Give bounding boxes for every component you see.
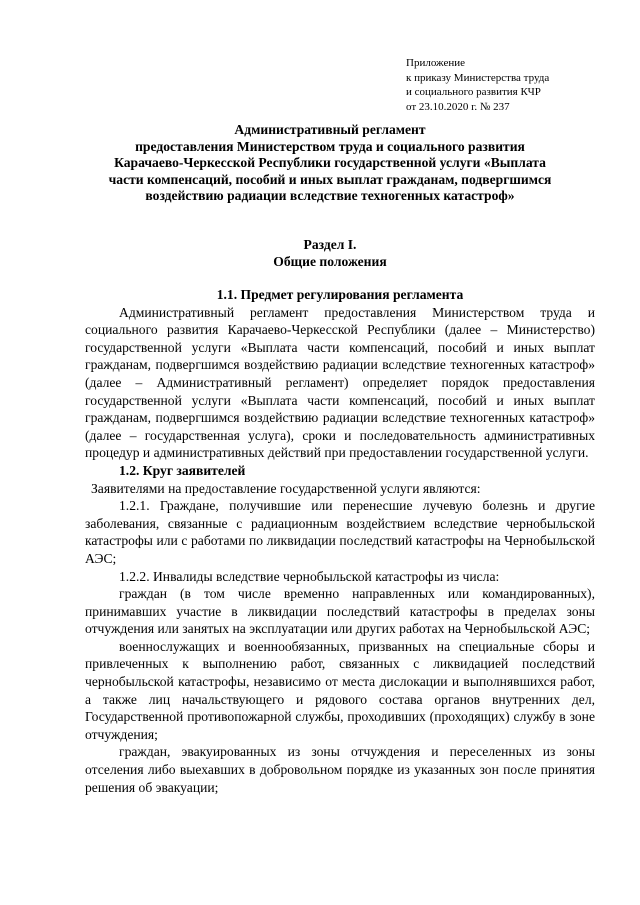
paragraph: 1.2.2. Инвалиды вследствие чернобыльской катастрофы из числа: bbox=[119, 568, 500, 584]
appendix-line: Приложение bbox=[406, 57, 466, 69]
paragraph: граждан (в том числе временно направленных или командированных), принимавших участие в ликвидации последствий катастрофы в пределах зоны отчуждения или занятых на эксплуатации или других работах на Чернобыльской АЭС; bbox=[85, 586, 595, 637]
subsection-heading: 1.1. Предмет регулирования регламента bbox=[216, 287, 464, 302]
title-line: предоставления Министерством труда и социального развития bbox=[135, 138, 525, 154]
document-title bbox=[80, 122, 580, 205]
title-line: части компенсаций, пособий и иных выплат гражданам, подвергшимся bbox=[108, 171, 552, 187]
document-body bbox=[85, 286, 595, 796]
appendix-block bbox=[406, 56, 549, 114]
paragraph: Административный регламент предоставления Министерством труда и социального развития Карачаево-Черкесской Республики (далее – Министерство) государственной услуги «Выплата части компенсаций, пособий и иных выплат гражданам, подвергшимся воздействию радиации вследствие техногенных катастроф» (далее – Административный регламент) определяет порядок предоставления государственной услуги «Выплата части компенсаций, пособий и иных выплат гражданам, подвергшимся воздействию радиации вследствие техногенных катастроф» (далее – государственная услуга), сроки и последовательность административных процедур и административных действий при предоставлении государственной услуги. bbox=[85, 304, 595, 461]
paragraph: 1.2.1. Граждане, получившие или перенесшие лучевую болезнь и другие заболевания, связанные с радиационным воздействием вследствие чернобыльской катастрофы или с работами по ликвидации последствий катастрофы на Чернобыльской АЭС; bbox=[85, 498, 595, 566]
title-line: Административный регламент bbox=[234, 122, 426, 137]
section-heading bbox=[80, 236, 580, 270]
paragraph: Заявителями на предоставление государственной услуги являются: bbox=[91, 480, 481, 496]
paragraph: военнослужащих и военнообязанных, призванных на специальные сборы и привлеченных к выполнению работ, связанных с ликвидацией последствий чернобыльской катастрофы, независимо от места дислокации и выполнявшихся работ, а также лиц начальствующего и рядового состава органов внутренних дел, Государственной противопожарной службы, проходивших (проходящих) службу в зоне отчуждения; bbox=[85, 638, 595, 742]
subsection-heading: 1.2. Круг заявителей bbox=[119, 462, 246, 478]
appendix-line: от 23.10.2020 г. № 237 bbox=[406, 100, 510, 113]
appendix-line: к приказу Министерства труда bbox=[406, 71, 550, 84]
section-name: Общие положения bbox=[273, 254, 387, 269]
section-number: Раздел I. bbox=[303, 237, 357, 252]
appendix-line: и социального развития КЧР bbox=[406, 86, 541, 98]
title-line: воздействию радиации вследствие техногенных катастроф» bbox=[145, 188, 515, 203]
paragraph: граждан, эвакуированных из зоны отчуждения и переселенных из зоны отселения либо выехавших в добровольном порядке из указанных зон после принятия решения об эвакуации; bbox=[85, 744, 595, 795]
title-line: Карачаево-Черкесской Республики государственной услуги «Выплата bbox=[114, 155, 546, 170]
